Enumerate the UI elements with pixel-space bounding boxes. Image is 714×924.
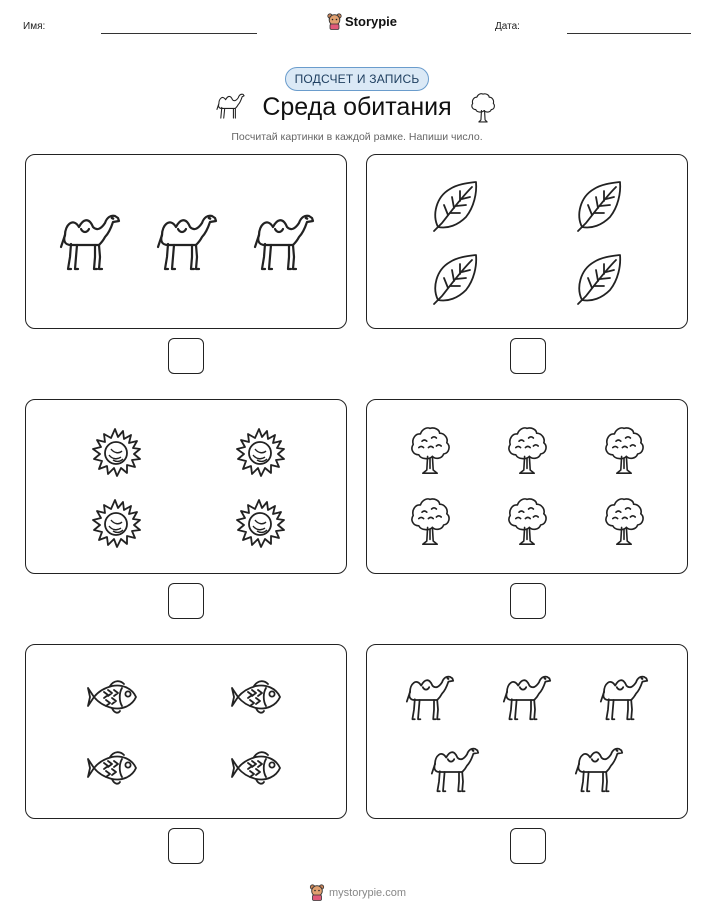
camel-icon	[55, 207, 125, 273]
answer-box-1[interactable]	[168, 338, 204, 374]
tree-icon	[406, 492, 454, 550]
date-label: Дата:	[495, 21, 520, 32]
answer-box-6[interactable]	[510, 828, 546, 864]
answer-box-2[interactable]	[510, 338, 546, 374]
date-line[interactable]	[567, 33, 691, 34]
answer-box-5[interactable]	[168, 828, 204, 864]
camel-icon	[427, 741, 483, 795]
fish-icon	[230, 678, 286, 716]
counting-panel-3	[25, 399, 347, 574]
brand-logo	[327, 13, 397, 30]
camel-icon	[596, 669, 652, 723]
instructions: Посчитай картинки в каждой рамке. Напиши число.	[231, 131, 483, 143]
answer-box-4[interactable]	[510, 583, 546, 619]
footer	[309, 884, 406, 901]
leaf-icon	[574, 252, 624, 306]
brand-name: Storypie	[345, 14, 398, 29]
tree-icon	[467, 90, 499, 124]
tree-icon	[600, 421, 648, 479]
tree-icon	[600, 492, 648, 550]
sun-icon	[89, 498, 141, 550]
counting-panel-5	[25, 644, 347, 819]
answer-box-3[interactable]	[168, 583, 204, 619]
fish-icon	[230, 749, 286, 787]
camel-icon	[152, 207, 222, 273]
camel-icon	[402, 669, 458, 723]
fish-icon	[86, 749, 142, 787]
mascot-icon	[309, 884, 325, 901]
sun-icon	[233, 498, 285, 550]
sun-icon	[89, 427, 141, 479]
tree-icon	[503, 421, 551, 479]
leaf-icon	[430, 179, 480, 233]
tree-icon	[503, 492, 551, 550]
camel-icon	[571, 741, 627, 795]
camel-icon	[499, 669, 555, 723]
sun-icon	[233, 427, 285, 479]
tree-icon	[406, 421, 454, 479]
leaf-icon	[574, 179, 624, 233]
page-title: Среда обитания	[262, 93, 452, 121]
worksheet-type-badge: ПОДСЧЕТ И ЗАПИСЬ	[285, 67, 429, 91]
fish-icon	[86, 678, 142, 716]
name-label: Имя:	[23, 21, 46, 32]
name-line[interactable]	[101, 33, 257, 34]
leaf-icon	[430, 252, 480, 306]
camel-icon	[249, 207, 319, 273]
mascot-icon	[327, 13, 342, 30]
counting-panel-2	[366, 154, 688, 329]
footer-url: mystorypie.com	[329, 886, 407, 899]
